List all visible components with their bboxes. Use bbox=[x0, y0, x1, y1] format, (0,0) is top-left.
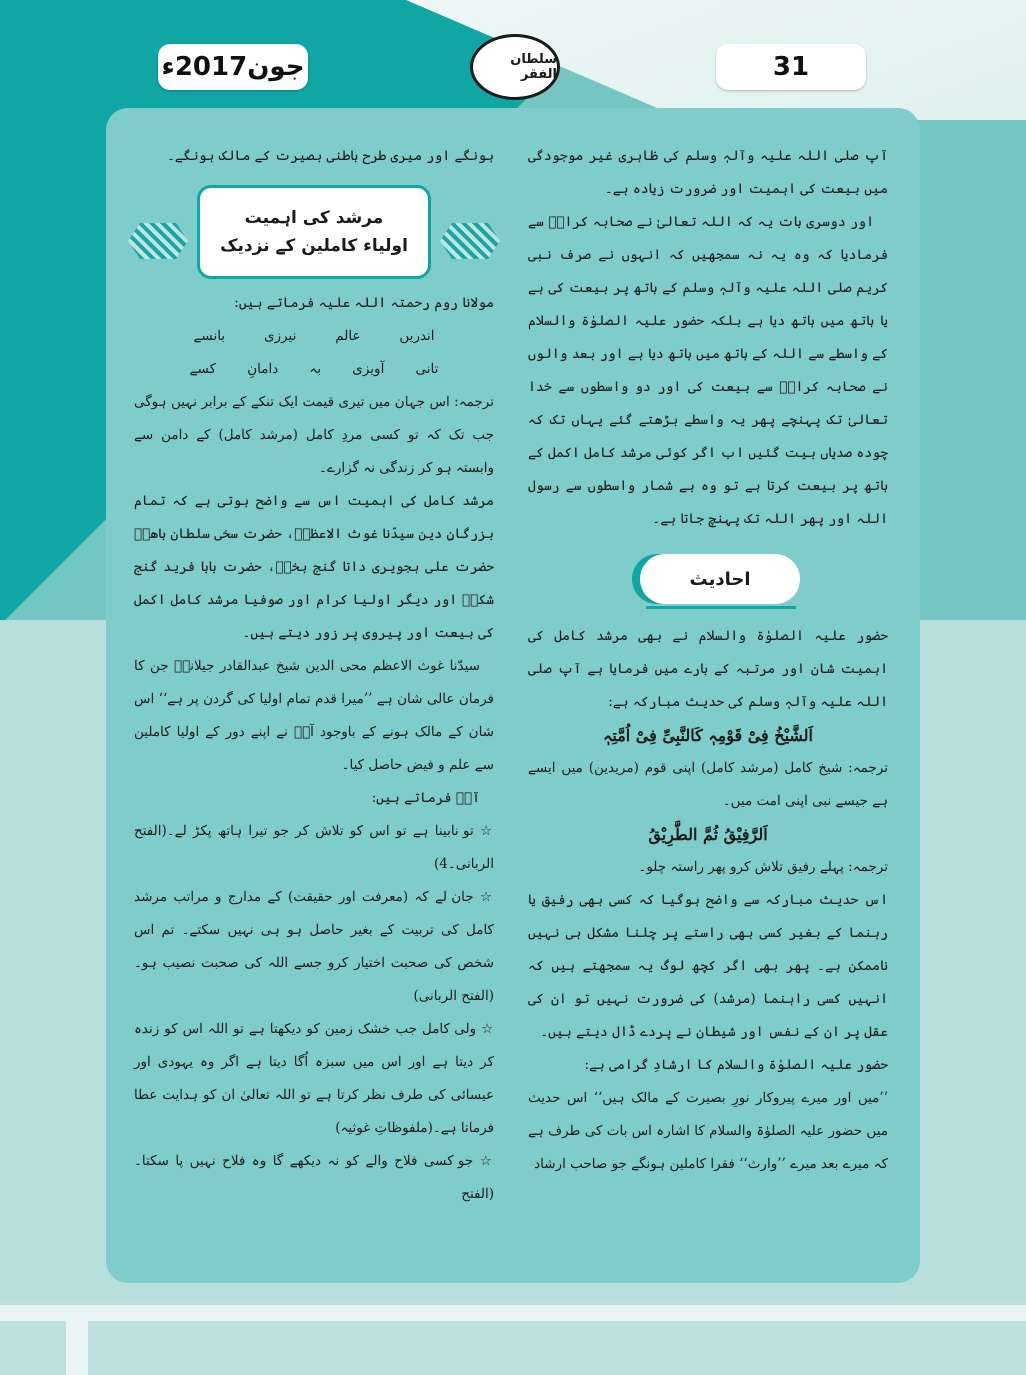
paragraph: حضور علیہ الصلوٰۃ والسلام کا ارشادِ گرامی ہے: bbox=[584, 1057, 888, 1073]
poem-word: آویزی bbox=[352, 361, 385, 377]
poem-word: تانی bbox=[415, 361, 439, 377]
paragraph: ’’میں اور میرے پیروکار نورِ بصیرت کے مالک ہیں‘‘ اس حدیث میں حضور علیہ الصلوٰۃ والسلام کا اشارہ اس بات کی طرف ہے کہ میرے بعد میرے ’’وارث‘‘ فقرا کاملین ہونگے جو صاحب ارشاد bbox=[528, 1090, 888, 1172]
section-title: احادیث bbox=[640, 554, 800, 604]
poem-translation: ترجمہ: اس جہان میں تیری قیمت ایک تنکے کے برابر نہیں ہوگی جب تک کہ تو کسی مردِ کامل (مرشد کامل) کے دامن سے وابستہ ہو کر زندگی نہ گزارے۔ bbox=[134, 394, 494, 476]
magazine-logo: سلطان الفقر bbox=[470, 34, 560, 100]
poem-word: بانسے bbox=[193, 328, 226, 344]
poem-word: بہ bbox=[309, 361, 322, 377]
poem-word: دامانِ bbox=[247, 361, 279, 377]
ornament-icon bbox=[128, 223, 188, 259]
poem-word: عالم bbox=[335, 328, 361, 344]
paragraph: ہونگے اور میری طرح باطنی بصیرت کے مالک ہونگے۔ bbox=[166, 148, 494, 164]
quote-item bbox=[134, 815, 494, 881]
quote-text: جو کسی فلاح والے کو نہ دیکھے گا وہ فلاح نہیں پا سکتا۔(الفتح bbox=[134, 1153, 494, 1202]
poem-word: اندریں bbox=[399, 328, 435, 344]
paragraph: آپؓ فرماتے ہیں: bbox=[371, 790, 480, 806]
quote-text: ولی کامل جب خشک زمین کو دیکھتا ہے تو اللہ اس کو زندہ کر دیتا ہے اور اس میں سبزہ اُگا دیتا ہے اگر وہ یہودی اور عیسائی کی طرف نظر کرتا ہے تو اللہ تعالیٰ ان کو ہدایت عطا فرماتا ہے۔(ملفوظاتِ غوثیہ) bbox=[134, 1021, 494, 1136]
right-column bbox=[528, 140, 888, 1181]
poem-word: کسے bbox=[189, 361, 217, 377]
page-number: 31 bbox=[716, 44, 866, 90]
quote-text: جان لے کہ (معرفت اور حقیقت) کے مدارج و مراتب مرشد کامل کی تربیت کے بغیر حاصل ہو ہی نہیں سکتے۔ تم اس شخص کی صحبت اختیار کرو جسے اللہ کی صحبت نصیب ہو۔(الفتح الربانی) bbox=[134, 889, 494, 1004]
paragraph: مرشد کامل کی اہمیت اس سے واضح ہوتی ہے کہ تمام بزرگانِ دین سیدّنا غوث الاعظمؓ، حضرت سخی سلطان باھوؒ حضرت علی ہجویری داتا گنج بخشؒ، حضرت بابا فرید گنج شکرؒ اور دیگر اولیا کرام اور صوفیا مرشد کامل اکمل کی بیعت اور پیروی پر زور دیتے ہیں۔ bbox=[134, 493, 494, 641]
background-strip bbox=[0, 1305, 1026, 1321]
poem-word: نیرزی bbox=[263, 328, 297, 344]
hadith-translation: ترجمہ: شیخ کامل (مرشد کامل) اپنی قوم (مریدین) میں ایسے ہے جیسے نبی اپنی امت میں۔ bbox=[528, 760, 888, 809]
paragraph: اور دوسری بات یہ کہ اللہ تعالیٰ نے صحابہ کرامؓ سے فرمادیا کہ وہ یہ نہ سمجھیں کہ انہوں نے صرف نبی کریم صلی اللہ علیہ وآلہٖ وسلم کے ہاتھ پر بیعت کی ہے یا ہاتھ میں ہاتھ دیا ہے بلکہ حضور علیہ الصلوٰۃ والسلام کے واسطے سے اللہ کے ہاتھ میں ہاتھ دیا ہے اور بعد والوں نے صحابہ کرامؓ سے بیعت کی اور دو واسطوں سے خدا تعالیٰ تک پہنچے پھر یہ واسطے بڑھتے گئے یہاں تک کہ چودہ صدیاں بیت گئیں اب اگر کوئی مرشد کامل اکمل کے ہاتھ پر بیعت کرتا ہے تو وہ بے شمار واسطوں سے رسول اللہ اور پھر اللہ تک پہنچ جاتا ہے۔ bbox=[528, 214, 888, 527]
section-underline bbox=[646, 606, 796, 609]
hadith-arabic: اَلرَّفِیْقُ ثُمَّ الطَّرِیْقُ bbox=[648, 825, 768, 844]
poem-line bbox=[134, 353, 494, 386]
star-icon: ☆ bbox=[481, 1021, 494, 1037]
paragraph: سیدّنا غوث الاعظم محی الدین شیخ عبدالقادر جیلانیؓ جن کا فرمان عالی شان ہے ’’میرا قدم تمام اولیا کی گردن پر ہے‘‘ اس شان کے مالک ہونے کے باوجود آپؓ نے اپنے دور کے اولیا کاملین سے علم و فیض حاصل کیا۔ bbox=[134, 658, 494, 773]
poem-line bbox=[134, 320, 494, 353]
section-title-line2: اولیاء کاملین کے نزدیک bbox=[220, 236, 408, 256]
paragraph: آپ صلی اللہ علیہ وآلہٖ وسلم کی ظاہری غیر موجودگی میں بیعت کی اہمیت اور ضرورت زیادہ ہے۔ bbox=[528, 148, 888, 197]
hadith-translation: ترجمہ: پہلے رفیق تلاش کرو پھر راستہ چلو۔ bbox=[638, 859, 888, 875]
star-icon: ☆ bbox=[479, 823, 494, 839]
paragraph: مولانا روم رحمتہ اللہ علیہ فرماتے ہیں: bbox=[234, 295, 494, 311]
star-icon: ☆ bbox=[479, 1153, 494, 1169]
paragraph: اس حدیث مبارکہ سے واضح ہوگیا کہ کسی بھی رفیق یا رہنما کے بغیر کسی بھی راستے پر چلنا مشکل ہی نہیں ناممکن ہے۔ پھر بھی اگر کچھ لوگ یہ سمجھتے ہیں کہ انہیں کسی راہنما (مرشد) کی ضرورت نہیں تو ان کی عقل پر ان کے نفس اور شیطان نے پردے ڈال دیتے ہیں۔ bbox=[528, 892, 888, 1040]
issue-date: جون2017ء bbox=[158, 44, 308, 90]
background-vertical-strip bbox=[66, 1305, 88, 1375]
left-column bbox=[134, 140, 494, 1211]
quote-item bbox=[134, 881, 494, 1013]
quote-text: تو نابینا ہے تو اس کو تلاش کر جو تیرا ہاتھ پکڑ لے۔(الفتح الربانی۔4) bbox=[134, 823, 494, 872]
paragraph: حضور علیہ الصلوٰۃ والسلام نے بھی مرشد کامل کی اہمیت شان اور مرتبہ کے بارے میں فرمایا ہے آپ صلی اللہ علیہ وآلہٖ وسلم کی حدیث مبارکہ ہے: bbox=[528, 628, 888, 710]
section-title-box bbox=[197, 185, 431, 279]
ornament-icon bbox=[440, 223, 500, 259]
section-header-ahadith bbox=[528, 544, 888, 614]
quote-item bbox=[134, 1013, 494, 1145]
section-header-murshid bbox=[134, 185, 494, 279]
hadith-arabic: اَلشَّیْخُ فِیْ قَوْمِہٖ کَالنَّبِیِّ فِیْ اُمَّتِہٖ bbox=[602, 726, 813, 745]
quote-item bbox=[134, 1145, 494, 1211]
star-icon: ☆ bbox=[479, 889, 494, 905]
section-title-line1: مرشد کی اہمیت bbox=[244, 208, 384, 228]
